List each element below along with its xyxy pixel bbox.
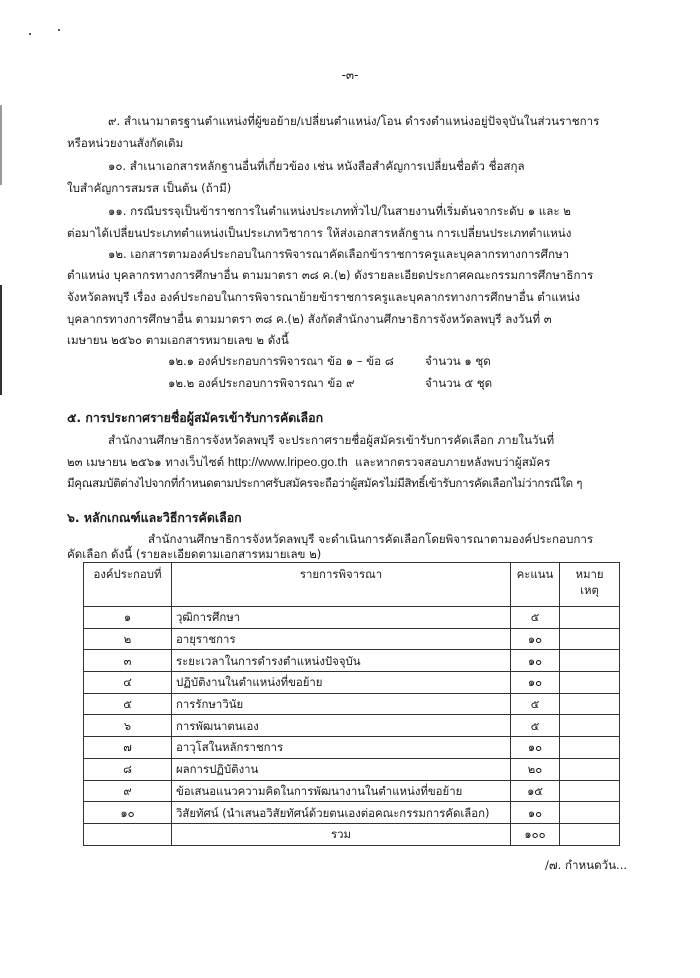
header-remarks <box>560 563 620 607</box>
section-5-line-2 <box>67 454 550 470</box>
component-no-cell: ๖ <box>84 715 172 737</box>
remarks-cell <box>560 802 620 824</box>
table-row <box>84 607 620 629</box>
score-cell: ๕ <box>511 693 560 715</box>
table-row <box>84 715 620 737</box>
component-no-cell: ๗ <box>84 737 172 759</box>
component-no-cell: ๓ <box>84 650 172 672</box>
item-12-line-5: เมษายน ๒๕๖๐ ตามเอกสารหมายเลข ๒ ดังนี้ <box>67 333 289 347</box>
header-score: คะแนน <box>511 563 560 607</box>
continued-marker: /๗. กำหนดวัน... <box>545 858 628 872</box>
score-cell: ๑๐ <box>511 737 560 759</box>
section-5-heading: ๕. การประกาศรายชื่อผู้สมัครเข้ารับการคัดเลือก <box>67 410 324 425</box>
header-remarks-line-1: หมาย <box>575 567 604 581</box>
item-12-line-3: จังหวัดลพบุรี เรื่อง องค์ประกอบในการพิจารณาย้ายข้าราชการครูและบุคลากรทางการศึกษาอื่น ตำแหน่ง <box>67 290 581 304</box>
item-12-line-4: บุคลากรทางการศึกษาอื่น ตามมาตรา ๓๘ ค.(๒) สังกัดสำนักงานศึกษาธิการจังหวัดลพบุรี ลงวันที่ ๓ <box>67 312 552 326</box>
remarks-cell <box>560 715 620 737</box>
remarks-cell <box>560 607 620 629</box>
section-5-line-3: มีคุณสมบัติต่างไปจากที่กำหนดตามประกาศรับสมัครจะถือว่าผู้สมัครไม่มีสิทธิ์เข้ารับการคัดเลือกไม่ว่ากรณีใด ๆ <box>67 476 583 490</box>
score-cell: ๕ <box>511 607 560 629</box>
total-remarks-cell <box>560 823 620 845</box>
table-row <box>84 628 620 650</box>
component-no-cell: ๑๐ <box>84 802 172 824</box>
sub-item-12-2-qty: จำนวน ๕ ชุด <box>425 376 493 390</box>
table-row <box>84 758 620 780</box>
sub-item-12-1-qty: จำนวน ๑ ชุด <box>425 354 491 368</box>
table-row <box>84 780 620 802</box>
total-score: ๑๐๐ <box>511 823 560 845</box>
remarks-cell <box>560 737 620 759</box>
remarks-cell <box>560 628 620 650</box>
header-remarks-line-2: เหตุ <box>580 583 599 597</box>
component-no-cell: ๘ <box>84 758 172 780</box>
item-10-line-2: ใบสำคัญการสมรส เป็นต้น (ถ้ามี) <box>67 181 232 195</box>
section-5-line-1: สำนักงานศึกษาธิการจังหวัดลพบุรี จะประกาศรายชื่อผู้สมัครเข้ารับการคัดเลือก ภายในวันที่ <box>108 433 555 447</box>
criteria-cell: การรักษาวินัย <box>172 693 511 715</box>
total-empty-cell <box>84 823 172 845</box>
announcement-date: ๒๓ เมษายน ๒๕๖๑ ทางเว็บไซต์ <box>67 455 225 469</box>
header-criteria: รายการพิจารณา <box>172 563 511 607</box>
remarks-cell <box>560 672 620 694</box>
score-cell: ๒๐ <box>511 758 560 780</box>
remarks-cell <box>560 758 620 780</box>
item-12-line-1: ๑๒. เอกสารตามองค์ประกอบในการพิจารณาคัดเลือกข้าราชการครูและบุคลากรทางการศึกษา <box>108 247 570 261</box>
remarks-cell <box>560 693 620 715</box>
website-link[interactable]: http://www.lripeo.go.th <box>227 455 348 469</box>
component-no-cell: ๑ <box>84 607 172 629</box>
component-no-cell: ๕ <box>84 693 172 715</box>
component-no-cell: ๒ <box>84 628 172 650</box>
table-row <box>84 672 620 694</box>
scan-speck <box>58 29 60 31</box>
score-cell: ๑๐ <box>511 802 560 824</box>
table-row <box>84 693 620 715</box>
table-row <box>84 650 620 672</box>
criteria-cell: อายุราชการ <box>172 628 511 650</box>
section-6-line-2: คัดเลือก ดังนี้ (รายละเอียดตามเอกสารหมายเลข ๒) <box>67 547 322 561</box>
table-total-row <box>84 823 620 845</box>
score-cell: ๑๐ <box>511 628 560 650</box>
criteria-cell: วิสัยทัศน์ (นำเสนอวิสัยทัศน์ด้วยตนเองต่อคณะกรรมการคัดเลือก) <box>172 802 511 824</box>
criteria-cell: ข้อเสนอแนวความคิดในการพัฒนางานในตำแหน่งที่ขอย้าย <box>172 780 511 802</box>
criteria-cell: ระยะเวลาในการดำรงตำแหน่งปัจจุบัน <box>172 650 511 672</box>
scan-speck <box>29 33 31 35</box>
item-9-line-2: หรือหน่วยงานสังกัดเดิม <box>67 136 184 150</box>
item-11-line-2: ต่อมาได้เปลี่ยนประเภทตำแหน่งเป็นประเภทวิชาการ ให้ส่งเอกสารหลักฐาน การเปลี่ยนประเภทตำแหน่ง <box>67 226 572 240</box>
sub-item-12-2-label: ๑๒.๒ องค์ประกอบการพิจารณา ข้อ ๙ <box>168 376 355 390</box>
criteria-cell: ผลการปฏิบัติงาน <box>172 758 511 780</box>
scan-edge-bottom <box>0 285 2 395</box>
table-header-row <box>84 563 620 607</box>
page-number: -๓- <box>341 68 359 82</box>
remarks-cell <box>560 780 620 802</box>
criteria-cell: ปฏิบัติงานในตำแหน่งที่ขอย้าย <box>172 672 511 694</box>
sub-item-12-1-label: ๑๒.๑ องค์ประกอบการพิจารณา ข้อ ๑ – ข้อ ๘ <box>168 354 394 368</box>
score-cell: ๑๕ <box>511 780 560 802</box>
header-component-no: องค์ประกอบที่ <box>84 563 172 607</box>
scan-edge-top <box>0 105 2 185</box>
section-6-heading: ๖. หลักเกณฑ์และวิธีการคัดเลือก <box>67 510 242 525</box>
criteria-cell: อาวุโสในหลักราชการ <box>172 737 511 759</box>
section-6-line-1: สำนักงานศึกษาธิการจังหวัดลพบุรี จะดำเนินการคัดเลือกโดยพิจารณาตามองค์ประกอบการ <box>148 532 594 546</box>
total-label: รวม <box>172 823 511 845</box>
item-11-line-1: ๑๑. กรณีบรรจุเป็นข้าราชการในตำแหน่งประเภททั่วไป/ในสายงานที่เริ่มต้นจากระดับ ๑ และ ๒ <box>108 204 571 218</box>
remarks-cell <box>560 650 620 672</box>
item-10-line-1: ๑๐. สำเนาเอกสารหลักฐานอื่นที่เกี่ยวข้อง เช่น หนังสือสำคัญการเปลี่ยนชื่อตัว ชื่อสกุล <box>108 159 525 173</box>
section-5-line-2-rest: และหากตรวจสอบภายหลังพบว่าผู้สมัคร <box>355 455 551 469</box>
component-no-cell: ๙ <box>84 780 172 802</box>
item-9-line-1: ๙. สำเนามาตรฐานตำแหน่งที่ผู้ขอย้าย/เปลี่ยนตำแหน่ง/โอน ดำรงตำแหน่งอยู่ปัจจุบันในส่วนราชการ <box>108 114 600 128</box>
criteria-cell: การพัฒนาตนเอง <box>172 715 511 737</box>
score-cell: ๑๐ <box>511 650 560 672</box>
table-row <box>84 802 620 824</box>
item-12-line-2: ตำแหน่ง บุคลากรทางการศึกษาอื่น ตามมาตรา ๓๘ ค.(๒) ดังรายละเอียดประกาศคณะกรรมการศึกษาธิการ <box>67 268 594 282</box>
score-cell: ๑๐ <box>511 672 560 694</box>
table-row <box>84 737 620 759</box>
score-cell: ๕ <box>511 715 560 737</box>
selection-criteria-table <box>83 562 620 846</box>
criteria-cell: วุฒิการศึกษา <box>172 607 511 629</box>
component-no-cell: ๔ <box>84 672 172 694</box>
